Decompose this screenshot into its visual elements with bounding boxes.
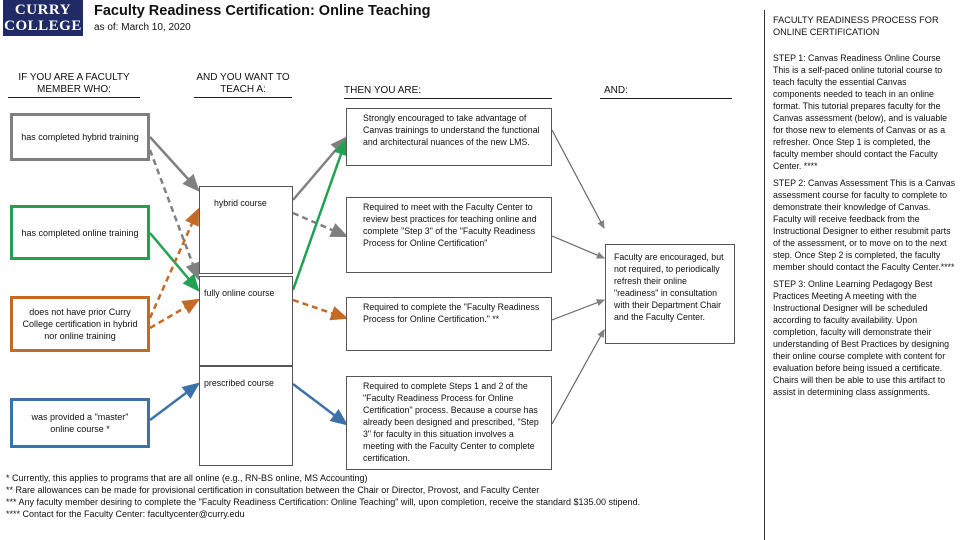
connector-gray-dashed <box>150 150 198 278</box>
and-box-refresh <box>605 244 735 344</box>
page-title: Faculty Readiness Certification: Online Teaching <box>94 3 431 19</box>
course-label: hybrid course <box>214 198 267 208</box>
outcome-box-step3 <box>346 197 552 273</box>
footnote-2: ** Rare allowances can be made for provisional certification in consultation between the Chair or Director, Provost, and Faculty Center <box>6 485 540 495</box>
course-box-prescribed <box>199 366 293 466</box>
column-header-outcome: THEN YOU ARE: <box>344 85 552 99</box>
outcome-text: Required to complete the "Faculty Readiness Process for Online Certification." ** <box>363 302 540 324</box>
step-3-text: STEP 3: Online Learning Pedagogy Best Practices Meeting A meeting with the Instructional Designer will be scheduled according to faculty availability. Upon completion, faculty will demonstrate their understanding of Best Practices by designing their online course complete with content for evaluation before being issued a certificate. Chairs will then be able to use this artifact to assist in determining class assignments. <box>773 279 950 397</box>
faculty-label: has completed online training <box>21 227 139 238</box>
connector-gray-solid <box>150 137 198 190</box>
faculty-label: does not have prior Curry College certification in hybrid nor online training <box>22 307 138 341</box>
connector-and-3 <box>552 300 604 320</box>
footnote-1: * Currently, this applies to programs that are all online (e.g., RN-BS online, MS Accounting) <box>6 473 368 483</box>
outcome-text: Strongly encouraged to take advantage of Canvas trainings to understand the functional and architectural nuances of the new LMS. <box>363 113 540 147</box>
page-subtitle: as of: March 10, 2020 <box>94 22 191 33</box>
faculty-box-hybrid-trained <box>10 113 150 161</box>
connector-gray-outcome-solid <box>293 138 346 200</box>
connector-orange-1 <box>150 210 198 318</box>
and-text: Faculty are encouraged, but not required, to periodically refresh their online "readiness" in consultation with their Department Chair and the Faculty Center. <box>614 252 724 322</box>
faculty-label: was provided a "master" online course * <box>31 412 129 434</box>
outcome-text: Required to meet with the Faculty Center to review best practices for teaching online and complete "Step 3" of the "Faculty Readiness Process for Online Certification" <box>363 202 537 248</box>
footnotes <box>6 472 640 520</box>
outcome-box-full-process <box>346 297 552 351</box>
connector-and-1 <box>552 130 604 228</box>
outcome-box-encouraged <box>346 108 552 166</box>
course-label: prescribed course <box>204 378 274 388</box>
course-box-hybrid <box>199 186 293 274</box>
logo-line-1: CURRY <box>14 2 72 18</box>
step-2-text: STEP 2: Canvas Assessment This is a Canvas assessment course for faculty to complete to demonstrate their knowledge of Canvas. Faculty will receive feedback from the Instructional Designer to either resubmit parts of the assessment, or to move on to the next step. Once Step 2 is completed, the faculty member should contact the Faculty Center.**** <box>773 178 956 272</box>
connector-blue-2 <box>293 384 346 424</box>
connector-and-4 <box>552 330 604 424</box>
step-1-text: STEP 1: Canvas Readiness Online Course This is a self-paced online tutorial course to teach faculty the essential Canvas components needed to teach in an online format. This tutorial prepares faculty for the Canvas assessment (below), and is valuable for those new to elements of Canvas or as a refresher. Once Step 1 is completed, the faculty member should contact the Faculty Center. **** <box>773 53 948 171</box>
column-header-faculty: IF YOU ARE A FACULTY MEMBER WHO: <box>8 72 140 98</box>
process-panel <box>764 10 960 540</box>
column-header-course: AND YOU WANT TO TEACH A: <box>194 72 292 98</box>
outcome-box-steps-1-2 <box>346 376 552 470</box>
faculty-box-master-course <box>10 398 150 448</box>
faculty-box-no-prior <box>10 296 150 352</box>
faculty-box-online-trained <box>10 205 150 260</box>
footnote-3: *** Any faculty member desiring to complete the "Faculty Readiness Certification: Online Teaching" will, upon completion, receive the standard $135.00 stipend. <box>6 497 641 507</box>
connector-and-2 <box>552 236 604 258</box>
connector-green-2 <box>293 140 346 290</box>
outcome-text: Required to complete Steps 1 and 2 of the "Faculty Readiness Process for Online Certification" process. Because a course has already been designed and prescribed, "Step 3" for faculty in this situation involves a meeting with the Faculty Center to complete certification. <box>363 381 539 463</box>
connector-blue-1 <box>150 384 198 420</box>
logo-line-2: COLLEGE <box>4 18 82 34</box>
course-box-online <box>199 276 293 366</box>
column-header-and: AND: <box>600 85 732 99</box>
process-heading: FACULTY READINESS PROCESS FOR ONLINE CERTIFICATION <box>773 15 939 37</box>
footnote-4: **** Contact for the Faculty Center: facultycenter@curry.edu <box>6 509 245 519</box>
faculty-label: has completed hybrid training <box>21 132 139 142</box>
course-label: fully online course <box>204 288 275 298</box>
connector-orange-3 <box>293 300 346 318</box>
